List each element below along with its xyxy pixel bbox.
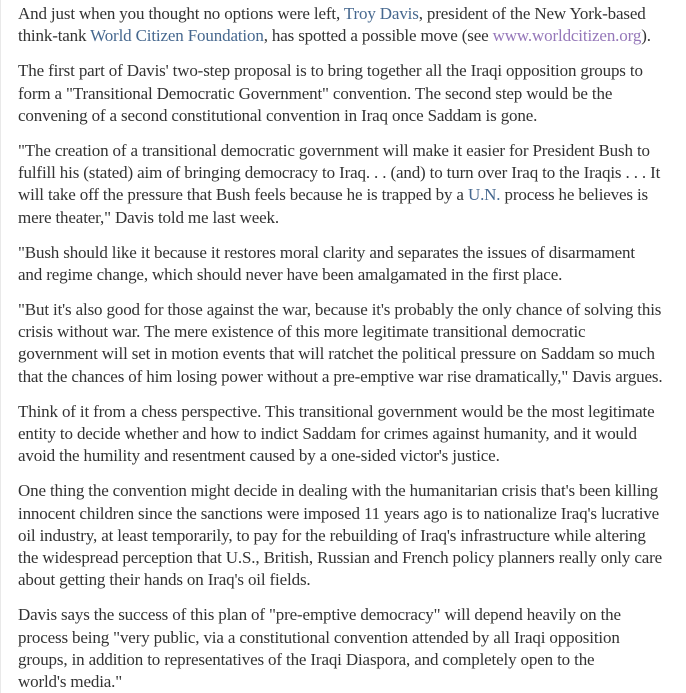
text-run: entity to decide whether and how to indict Saddam for crimes against humanity, and it would bbox=[18, 424, 637, 443]
text-run: about getting their hands on Iraq's oil fields. bbox=[18, 570, 311, 590]
text-run: , has spotted a possible move (see bbox=[263, 26, 493, 46]
text-line bbox=[18, 423, 668, 445]
text-run: "But it's also good for those against the war, because it's probably the only chance of solving this bbox=[18, 300, 662, 320]
text-line bbox=[18, 3, 668, 25]
text-line bbox=[18, 299, 668, 321]
text-line bbox=[18, 627, 668, 649]
text-run: avoid the humility and resentment caused by a one-sided victor's justice. bbox=[18, 446, 500, 466]
text-line bbox=[18, 321, 668, 343]
paragraph bbox=[18, 3, 668, 47]
paragraph bbox=[18, 401, 668, 468]
text-line bbox=[18, 60, 668, 82]
text-line bbox=[18, 503, 668, 525]
text-run: mere theater," Davis told me last week. bbox=[18, 207, 279, 227]
text-line bbox=[18, 401, 668, 423]
text-run: , president of the New York-based bbox=[418, 4, 646, 23]
text-run: "The creation of a transitional democratic government will make it easier for President Bush to bbox=[18, 140, 650, 160]
paragraph bbox=[18, 140, 668, 229]
text-run: world's media." bbox=[18, 671, 123, 691]
text-line bbox=[18, 649, 668, 671]
text-line bbox=[18, 83, 668, 105]
paragraph bbox=[18, 299, 668, 388]
text-line bbox=[18, 184, 668, 206]
text-run: convening of a second constitutional convention in Iraq once Saddam is gone. bbox=[18, 105, 538, 125]
text-line bbox=[18, 366, 668, 388]
text-line bbox=[18, 604, 668, 626]
text-run: "Bush should like it because it restores moral clarity and separates the issues of disarmament bbox=[18, 242, 635, 262]
text-line bbox=[18, 140, 668, 162]
text-run: Think of it from a chess perspective. This transitional government would be the most legitimate bbox=[18, 401, 655, 421]
text-line bbox=[18, 105, 668, 127]
text-line bbox=[18, 343, 668, 365]
text-run: government will set in motion events that will ratchet the political pressure on Saddam so much bbox=[18, 344, 655, 364]
text-run: oil industry, at least temporarily, to pay for the rebuilding of Iraq's infrastructure while altering bbox=[18, 525, 646, 545]
text-run: that the chances of him losing power without a pre-emptive war rise dramatically," Davis argues. bbox=[18, 366, 663, 386]
link-un[interactable]: U.N. bbox=[467, 185, 501, 205]
text-run: Davis says the success of this plan of "pre-emptive democracy" will depend heavily on the bbox=[18, 605, 621, 625]
text-run: innocent children since the sanctions were imposed 11 years ago is to nationalize Iraq's lucrative bbox=[18, 503, 660, 523]
paragraph bbox=[18, 604, 668, 693]
text-line bbox=[18, 671, 668, 693]
text-line bbox=[18, 207, 668, 229]
text-run: process being "very public, via a constitutional convention attended by all Iraqi opposition bbox=[18, 627, 620, 647]
text-run: form a "Transitional Democratic Government" convention. The second step would be the bbox=[18, 83, 613, 103]
text-line bbox=[18, 569, 668, 591]
text-run: will take off the pressure that Bush feels because he is trapped by a bbox=[18, 185, 468, 205]
text-run: think-tank bbox=[18, 26, 91, 46]
text-line bbox=[18, 162, 668, 184]
text-run: crisis without war. The mere existence of this more legitimate transitional democratic bbox=[18, 322, 586, 342]
right-rail bbox=[666, 0, 686, 693]
text-line bbox=[18, 264, 668, 286]
text-line bbox=[18, 480, 668, 502]
paragraph bbox=[18, 60, 668, 127]
paragraph bbox=[18, 480, 668, 591]
text-run: One thing the convention might decide in dealing with the humanitarian crisis that's been killing bbox=[18, 481, 659, 501]
paragraph bbox=[18, 242, 668, 286]
text-line bbox=[18, 25, 668, 47]
text-run: the widespread perception that U.S., British, Russian and French policy planners really only care bbox=[18, 547, 663, 567]
link-world-citizen-foundation[interactable]: World Citizen Foundation bbox=[90, 26, 264, 46]
link-worldcitizen-url[interactable]: www.worldcitizen.org bbox=[492, 26, 642, 46]
text-run: fulfill his (stated) aim of bringing democracy to Iraq. . . (and) to turn over Iraq to the Iraqis . . . It bbox=[18, 163, 661, 183]
text-run: groups, in addition to representatives of the Iraqi Diaspora, and completely open to the bbox=[18, 649, 595, 669]
text-run: ). bbox=[641, 26, 651, 46]
text-run: And just when you thought no options were left, bbox=[18, 4, 344, 23]
text-run: The first part of Davis' two-step proposal is to bring together all the Iraqi opposition groups to bbox=[18, 61, 643, 81]
link-troy-davis[interactable]: Troy Davis bbox=[343, 4, 419, 23]
text-run: and regime change, which should never have been amalgamated in the first place. bbox=[18, 264, 563, 284]
text-line bbox=[18, 547, 668, 569]
text-line bbox=[18, 445, 668, 467]
text-run: process he believes is bbox=[500, 185, 649, 205]
text-line bbox=[18, 525, 668, 547]
text-line bbox=[18, 242, 668, 264]
